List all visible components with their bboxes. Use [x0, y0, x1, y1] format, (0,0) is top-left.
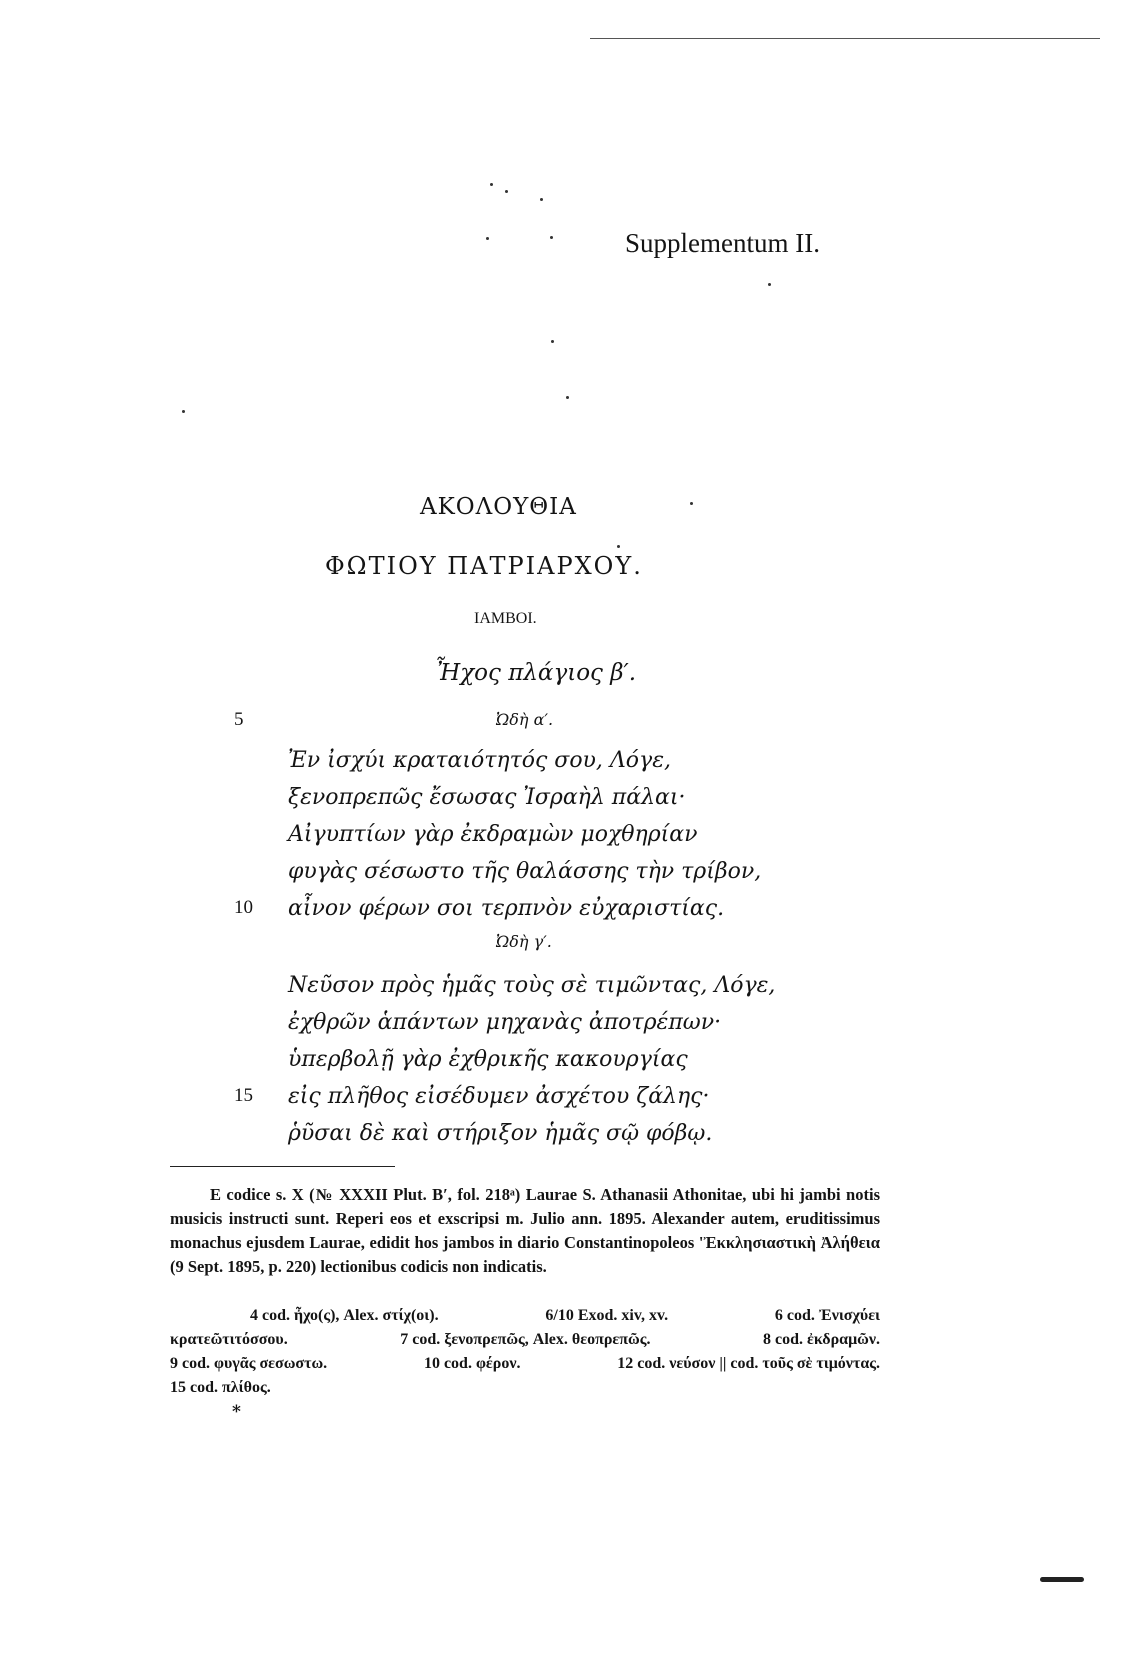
title-photios: ΦΩΤΙΟΥ ΠΑΤΡΙΑΡΧΟΥ. [325, 552, 643, 580]
line-number: 15 [234, 1085, 253, 1106]
apparatus-row [170, 1352, 880, 1376]
verse-line: ἐχθρῶν ἁπάντων μηχανὰς ἀποτρέπων· [288, 1010, 722, 1035]
verse-line: Νεῦσον πρὸς ἡμᾶς τοὺς σὲ τιμῶντας, Λόγε, [288, 973, 776, 998]
apparatus-block [170, 1304, 880, 1400]
apparatus-entry: 9 cod. φυγᾶς σεσωστω. [170, 1355, 328, 1372]
apparatus-row [170, 1376, 880, 1400]
signature-mark: * [232, 1402, 241, 1422]
verse-line: Ἐν ἰσχύι κραταιότητός σου, Λόγε, [288, 748, 672, 773]
verse-line: Αἰγυπτίων γὰρ ἐκδραμὼν μοχθηρίαν [288, 822, 698, 847]
apparatus-entry: 10 cod. φέρον. [423, 1355, 521, 1372]
apparatus-entry: 8 cod. ἐκδραμῶν. [763, 1331, 880, 1348]
line-number: 10 [234, 897, 253, 918]
apparatus-row [170, 1304, 880, 1328]
ode-heading: Ὠδὴ α′. [496, 710, 554, 729]
footnote-paragraph: E codice s. X (№ XXXII Plut. B′, fol. 218ᵃ) Laurae S. Athanasii Athonitae, ubi hi jambi notis musicis instructi sunt. Reperi eos et exscripsi m. Julio ann. 1895. Alexander autem, eruditissimus monachus ejusdem Laurae, edidit hos jambos in diario Constantinopoleos 'Ἐκκλησιαστικὴ Ἀλήθεια (9 Sept. 1895, p. 220) lectionibus codicis non indicatis. [170, 1185, 880, 1276]
footnote-block [170, 1183, 880, 1279]
ode-heading: Ὠδὴ γ′. [496, 932, 552, 951]
apparatus-entry: 15 cod. πλίθος. [170, 1379, 271, 1396]
apparatus-entry: 6 cod. Ἐνισχύει [774, 1307, 880, 1324]
running-title: Supplementum II. [625, 228, 820, 258]
mode-heading: Ἦχος πλάγιος β′. [435, 660, 637, 686]
line-number: 5 [234, 709, 244, 730]
page-edge-mark [1040, 1577, 1084, 1582]
apparatus-entry: 6/10 Exod. xiv, xv. [545, 1307, 669, 1324]
verse-line: φυγὰς σέσωστο τῆς θαλάσσης τὴν τρίβον, [288, 859, 762, 884]
apparatus-row [170, 1328, 880, 1352]
apparatus-entry: 12 cod. νεύσον || cod. τοῦς σὲ τιμόντας. [617, 1355, 880, 1372]
apparatus-entry: κρατεῶτιτόσσου. [170, 1331, 288, 1348]
section-title: ΙΑΜΒΟΙ. [474, 610, 537, 627]
footnote-separator [170, 1166, 395, 1167]
apparatus-entry: 4 cod. ἦχο(ς), Alex. στίχ(οι). [250, 1307, 439, 1324]
verse-line: ὑπερβολῇ γὰρ ἐχθρικῆς κακουργίας [288, 1047, 688, 1072]
apparatus-entry: 7 cod. ξενοπρεπῶς, Alex. θεοπρεπῶς. [400, 1331, 651, 1348]
top-edge-rule [590, 38, 1100, 39]
verse-line: ῥῦσαι δὲ καὶ στήριξον ἡμᾶς σῷ φόβῳ. [288, 1121, 713, 1146]
verse-line: αἶνον φέρων σοι τερπνὸν εὐχαριστίας. [288, 896, 725, 921]
verse-line: εἰς πλῆθος εἰσέδυμεν ἀσχέτου ζάλης· [288, 1084, 710, 1109]
title-akolouthia: ΑΚΟΛΟΥΘΙΑ [420, 494, 577, 520]
verse-line: ξενοπρεπῶς ἔσωσας Ἰσραὴλ πάλαι· [288, 785, 686, 810]
